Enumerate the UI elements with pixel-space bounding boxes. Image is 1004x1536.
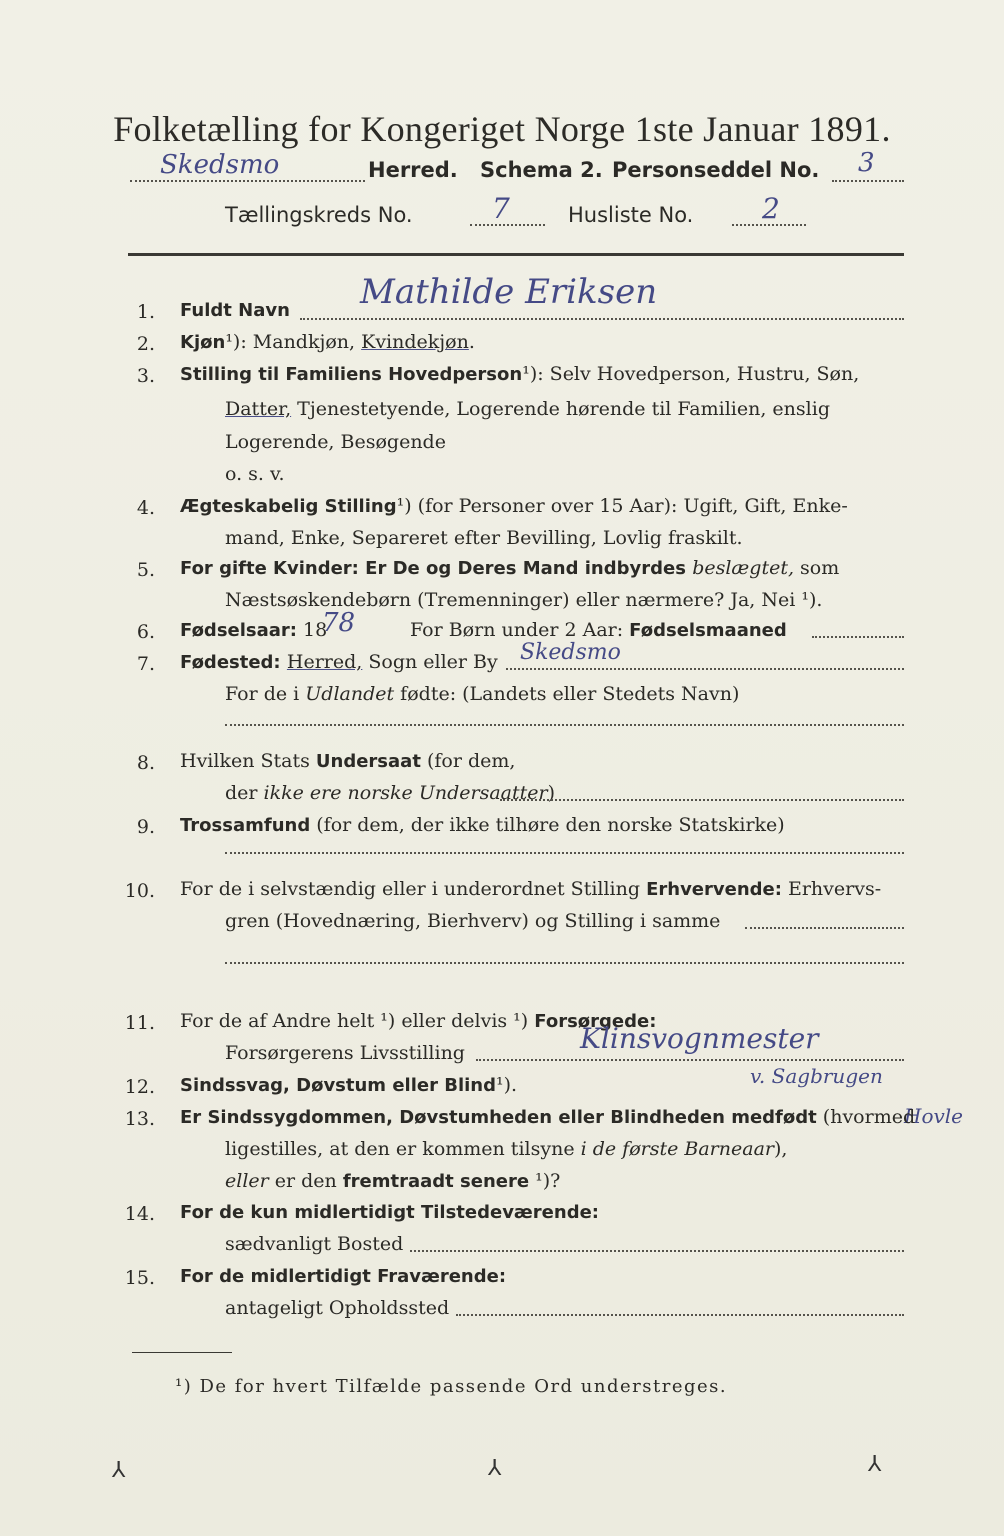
item-10-number: 10. (124, 880, 155, 902)
item-8-dotline (500, 799, 904, 801)
item-4-number: 4. (136, 497, 155, 519)
herred-label: Herred. (368, 158, 458, 182)
item-3-line-2: Datter, Tjenestetyende, Logerende hørende til Familien, enslig (225, 398, 830, 420)
item-3-line-4: o. s. v. (225, 463, 285, 485)
item-7-line-1: Fødested: Herred, Sogn eller By (180, 651, 498, 673)
item-15-dotline (456, 1314, 904, 1316)
item-7-line-2: For de i Udlandet fødte: (Landets eller Stedets Navn) (225, 683, 740, 705)
husliste-label: Husliste No. (568, 203, 694, 227)
item-6-month-label: For Børn under 2 Aar: Fødselsmaaned (410, 619, 787, 641)
header-rule (128, 253, 904, 256)
item-8-line-2: der ikke ere norske Undersaatter) (225, 782, 555, 804)
item-2-text: Kjøn¹): Mandkjøn, Kvindekjøn. (180, 331, 475, 353)
kreds-label: Tællingskreds No. (225, 203, 413, 227)
item-10-line-2: gren (Hovednæring, Bierhverv) og Stilling i samme (225, 910, 721, 932)
registration-mark-center: ⅄ (488, 1456, 502, 1481)
item-11-note-2: Hovle (904, 1104, 964, 1128)
personseddel-value: 3 (858, 148, 875, 178)
item-3-number: 3. (136, 365, 155, 387)
item-11-value: Klinsvognmester (580, 1022, 819, 1055)
item-6-dotline (812, 636, 904, 638)
herred-value: Skedsmo (160, 150, 280, 180)
personseddel-dotline (832, 180, 904, 182)
item-11-line-2: Forsørgerens Livsstilling (225, 1042, 465, 1064)
item-14-number: 14. (124, 1203, 155, 1225)
item-9-line-1: Trossamfund (for dem, der ikke tilhøre den norske Statskirke) (180, 814, 785, 836)
item-11-note: v. Sagbrugen (750, 1064, 883, 1088)
item-7-value: Skedsmo (520, 640, 621, 665)
personseddel-label: Personseddel No. (612, 158, 820, 182)
registration-mark-right: ⅄ (868, 1452, 882, 1477)
item-12-text: Sindssvag, Døvstum eller Blind¹). (180, 1074, 518, 1096)
item-14-line-2: sædvanligt Bosted (225, 1233, 404, 1255)
item-11-line-1: For de af Andre helt ¹) eller delvis ¹) Forsørgede: (180, 1010, 657, 1032)
item-8-number: 8. (136, 752, 155, 774)
form-title: Folketælling for Kongeriget Norge 1ste Januar 1891. (113, 109, 891, 149)
item-4-line-2: mand, Enke, Separeret efter Bevilling, Lovlig fraskilt. (225, 527, 743, 549)
item-7-number: 7. (136, 653, 155, 675)
item-5-line-1: For gifte Kvinder: Er De og Deres Mand indbyrdes beslægtet, som (180, 557, 840, 579)
item-4-line-1: Ægteskabelig Stilling¹) (for Personer over 15 Aar): Ugift, Gift, Enke- (180, 495, 848, 517)
item-11-number: 11. (124, 1012, 155, 1034)
husliste-value: 2 (762, 192, 780, 225)
registration-mark-left: ⅄ (112, 1458, 126, 1483)
item-1-value: Mathilde Eriksen (360, 272, 658, 312)
item-5-line-2: Næstsøskendebørn (Tremenninger) eller nærmere? Ja, Nei ¹). (225, 589, 823, 611)
item-10-line-1: For de i selvstændig eller i underordnet Stilling Erhvervende: Erhvervs- (180, 878, 882, 900)
item-1-label: Fuldt Navn (180, 300, 290, 321)
item-2-number: 2. (136, 333, 155, 355)
item-13-line-1: Er Sindssygdommen, Døvstumheden eller Blindheden medfødt (hvormed (180, 1106, 916, 1128)
item-12-number: 12. (124, 1076, 155, 1098)
herred-dotline (130, 180, 365, 182)
item-3-line-1: Stilling til Familiens Hovedperson¹): Selv Hovedperson, Hustru, Søn, (180, 363, 860, 385)
item-1-dotline (300, 318, 904, 320)
kreds-value: 7 (492, 192, 510, 225)
item-13-line-2: ligestilles, at den er kommen tilsyne i de første Barneaar), (225, 1138, 788, 1160)
footnote-rule (132, 1352, 232, 1353)
item-8-line-1: Hvilken Stats Undersaat (for dem, (180, 750, 516, 772)
item-15-line-1: For de midlertidigt Fraværende: (180, 1266, 507, 1287)
item-3-line-3: Logerende, Besøgende (225, 431, 446, 453)
item-7-dotline-2 (225, 724, 904, 726)
item-5-number: 5. (136, 559, 155, 581)
schema-label: Schema 2. (480, 158, 603, 182)
item-13-line-3: eller er den fremtraadt senere ¹)? (225, 1170, 561, 1192)
item-6-year-label: Fødselsaar: 18 (180, 619, 328, 641)
item-14-line-1: For de kun midlertidigt Tilstedeværende: (180, 1202, 599, 1223)
item-10-dotline-2 (225, 962, 904, 964)
item-10-dotline (745, 927, 904, 929)
item-9-dotline (225, 852, 904, 854)
item-14-dotline (410, 1250, 904, 1252)
item-9-number: 9. (136, 816, 155, 838)
item-1-number: 1. (136, 301, 155, 323)
item-13-number: 13. (124, 1108, 155, 1130)
footnote: ¹) De for hvert Tilfælde passende Ord understreges. (175, 1376, 728, 1397)
item-6-year-value: 78 (322, 608, 356, 638)
item-7-dotline (506, 668, 904, 670)
item-15-line-2: antageligt Opholdssted (225, 1297, 450, 1319)
item-6-number: 6. (136, 621, 155, 643)
item-15-number: 15. (124, 1267, 155, 1289)
item-11-dotline (476, 1059, 904, 1061)
